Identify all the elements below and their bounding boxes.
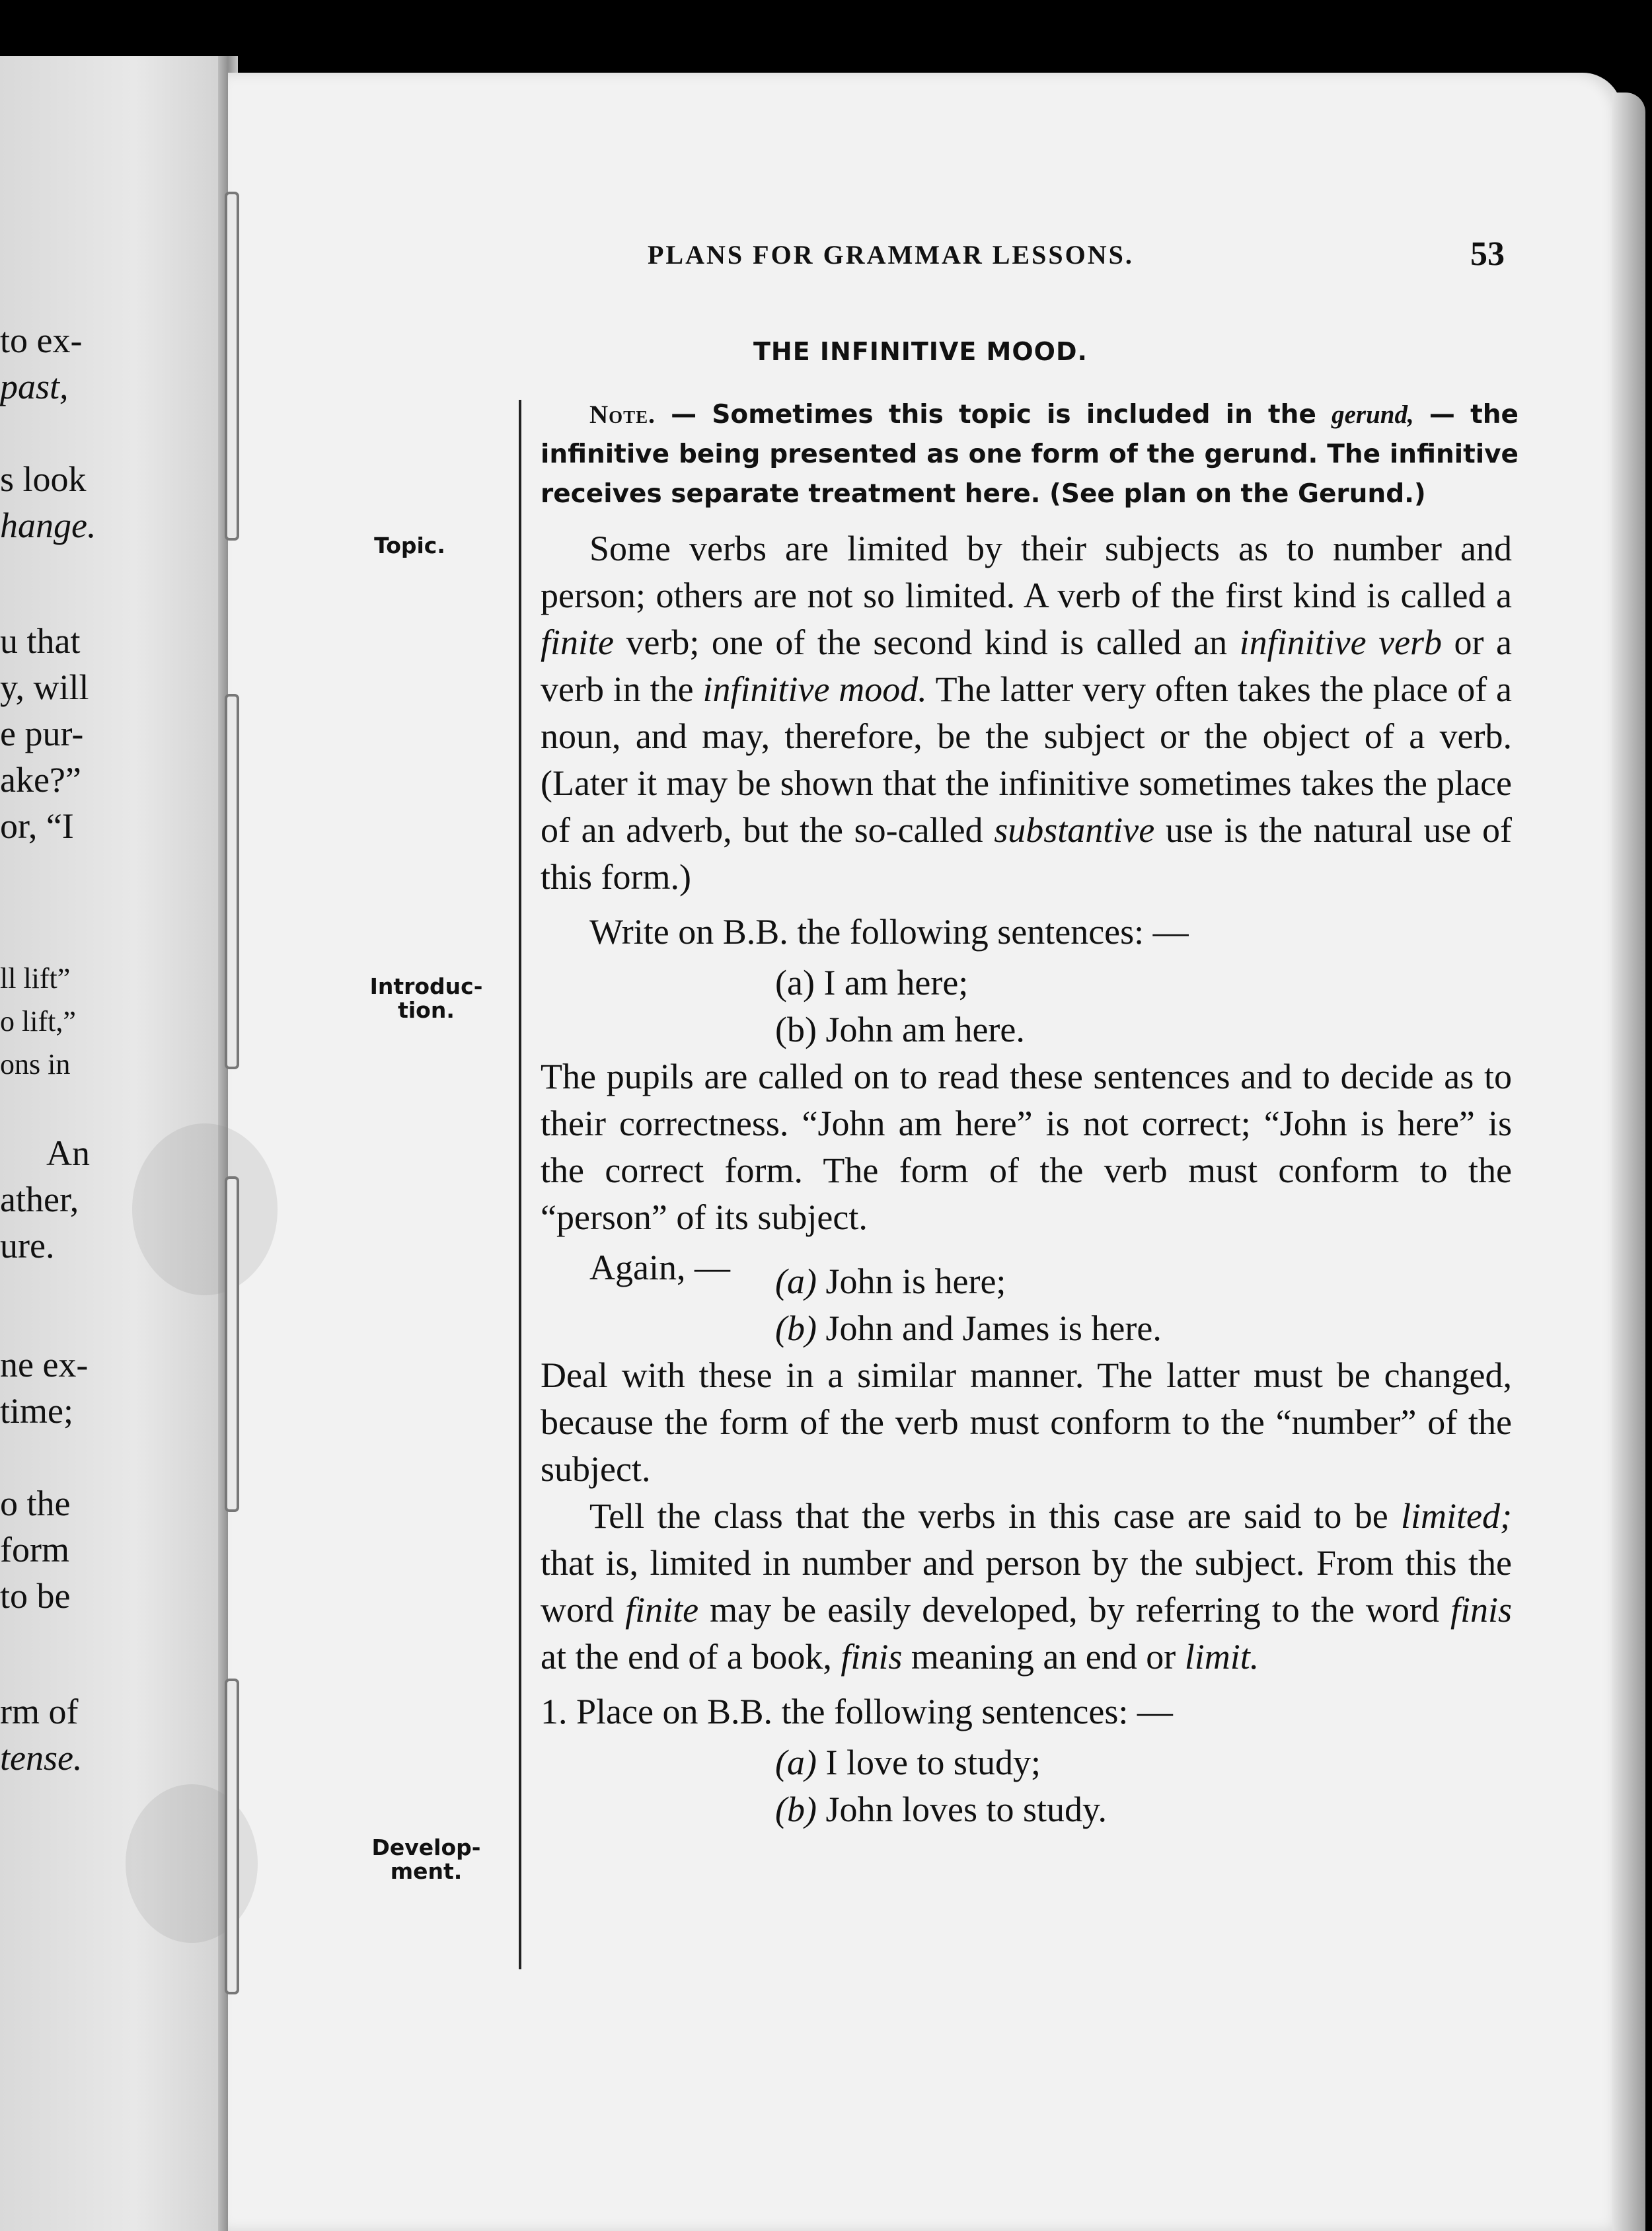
binding-stitch	[225, 1679, 239, 1994]
running-header: PLANS FOR GRAMMAR LESSONS.	[648, 240, 1134, 270]
paragraph	[541, 1493, 1512, 1681]
left-fragment: ons in	[0, 1048, 71, 1080]
binding-stitch	[225, 1176, 239, 1512]
list-item	[541, 1739, 1512, 1786]
left-fragment: ll lift”	[0, 962, 71, 995]
margin-label-text: Topic.	[374, 533, 445, 558]
binding-stitch	[225, 192, 239, 541]
margin-label-introduction	[360, 975, 492, 1022]
left-fragment: or, “I	[0, 806, 74, 846]
list-item	[541, 1006, 1512, 1053]
left-fragment: o lift,”	[0, 1005, 76, 1038]
left-fragment: hange.	[0, 506, 96, 545]
list-item	[541, 1786, 1512, 1833]
emphasis: limit.	[1184, 1637, 1259, 1677]
emphasis: limited;	[1401, 1496, 1512, 1536]
note-text: — the infinitive being presented as one form of the gerund. The infinitive receives separate treatment here. (See plan on the Gerund.)	[541, 400, 1519, 509]
left-fragment: to ex-	[0, 321, 83, 360]
item-text: John and James is here.	[825, 1308, 1162, 1348]
again-block	[541, 1246, 1512, 1352]
emphasis: finis	[1450, 1590, 1512, 1630]
text-run: verb; one of the second kind is called an	[613, 623, 1240, 662]
page-number: 53	[1470, 235, 1505, 273]
example-list	[775, 1258, 1162, 1352]
left-fragment: ather,	[0, 1180, 79, 1219]
again-label: Again, —	[589, 1248, 730, 1287]
left-fragment: An	[46, 1133, 90, 1173]
left-fragment: past,	[0, 367, 69, 406]
paragraph: Deal with these in a similar manner. The latter must be changed, because the form of the verb must conform to the “number” of the subject.	[541, 1355, 1512, 1489]
note-text: — Sometimes this topic is included in the	[655, 400, 1332, 430]
item-text: I love to study;	[825, 1743, 1041, 1782]
emphasis: finis	[841, 1637, 903, 1677]
binding-stitch	[225, 694, 239, 1069]
left-fragment: o the	[0, 1484, 71, 1523]
text-run: Some verbs are limited by their subjects as to number and person; others are not so limited. A verb of the first kind is called a	[541, 529, 1512, 615]
left-fragment: e pur-	[0, 714, 84, 753]
item-text: John is here;	[825, 1262, 1006, 1301]
text-run: at the end of a book,	[541, 1637, 841, 1677]
item-label: (a)	[775, 1743, 817, 1782]
note-lead: Note.	[589, 400, 656, 429]
page-edge	[1612, 93, 1645, 2231]
left-fragment: y, will	[0, 667, 89, 707]
margin-label-text: Introduc-	[369, 973, 483, 999]
list-item	[775, 1258, 1162, 1305]
item-text: John am here.	[825, 1010, 1025, 1049]
text-run: may be easily developed, by referring to the word	[698, 1590, 1450, 1630]
item-label: (a)	[775, 1262, 817, 1301]
section-title: THE INFINITIVE MOOD.	[753, 337, 1088, 366]
list-item	[541, 960, 1512, 1006]
left-fragment: s look	[0, 459, 87, 499]
list-item	[775, 1305, 1162, 1352]
left-fragment: form	[0, 1530, 69, 1569]
left-fragment: u that	[0, 621, 81, 661]
emphasis: finite	[541, 623, 614, 662]
text-run: meaning an end or	[902, 1637, 1185, 1677]
paragraph	[541, 525, 1512, 901]
left-fragment: ure.	[0, 1226, 55, 1266]
note-gerund: gerund,	[1332, 400, 1414, 429]
emphasis: infinitive verb	[1239, 623, 1443, 662]
left-fragment: to be	[0, 1576, 71, 1616]
margin-label-development	[360, 1836, 492, 1883]
body-text	[541, 525, 1512, 1833]
item-text: John loves to study.	[825, 1790, 1107, 1829]
paragraph: Write on B.B. the following sentences: —	[589, 912, 1189, 952]
margin-label-text: Develop-	[371, 1834, 481, 1860]
margin-label-text: ment.	[390, 1858, 463, 1884]
item-label: (b)	[775, 1308, 817, 1348]
item-text: I am here;	[823, 963, 969, 1002]
paragraph: 1. Place on B.B. the following sentences: —	[541, 1692, 1173, 1731]
left-fragment: tense.	[0, 1738, 83, 1778]
left-fragment: ake?”	[0, 760, 81, 800]
margin-label-topic	[367, 534, 453, 558]
example-list	[541, 960, 1512, 1053]
emphasis: finite	[625, 1590, 699, 1630]
paragraph: The pupils are called on to read these sentences and to decide as to their correctness. “John am here” is not correct; “John is here” is the correct form. The form of the verb must conform to the “person” of its subject.	[541, 1057, 1512, 1237]
left-fragment: ne ex-	[0, 1345, 89, 1384]
text-run: Tell the class that the verbs in this case are said to be	[589, 1496, 1402, 1536]
item-label: (b)	[775, 1010, 817, 1049]
text-run: The latter very often takes the place of a noun, and may, therefore, be the subject or the object of a verb. (Later it may be shown that the infinitive sometimes takes the place of an adverb, but the so-called	[541, 669, 1512, 850]
text-run: or a verb in the	[541, 623, 1513, 709]
note-paragraph	[541, 395, 1519, 514]
text-run: use is the natural use of this form.)	[541, 810, 1513, 897]
left-fragment: rm of	[0, 1692, 79, 1731]
example-list	[541, 1739, 1512, 1833]
emphasis: infinitive mood.	[702, 669, 927, 709]
page-stain	[132, 1123, 278, 1295]
emphasis: substantive	[994, 810, 1155, 850]
item-label: (a)	[775, 963, 815, 1002]
left-fragment: time;	[0, 1391, 73, 1431]
item-label: (b)	[775, 1790, 817, 1829]
margin-rule	[519, 400, 521, 1969]
text-run: that is, limited in number and person by the subject. From this the word	[541, 1543, 1512, 1630]
margin-label-text: tion.	[398, 997, 455, 1023]
